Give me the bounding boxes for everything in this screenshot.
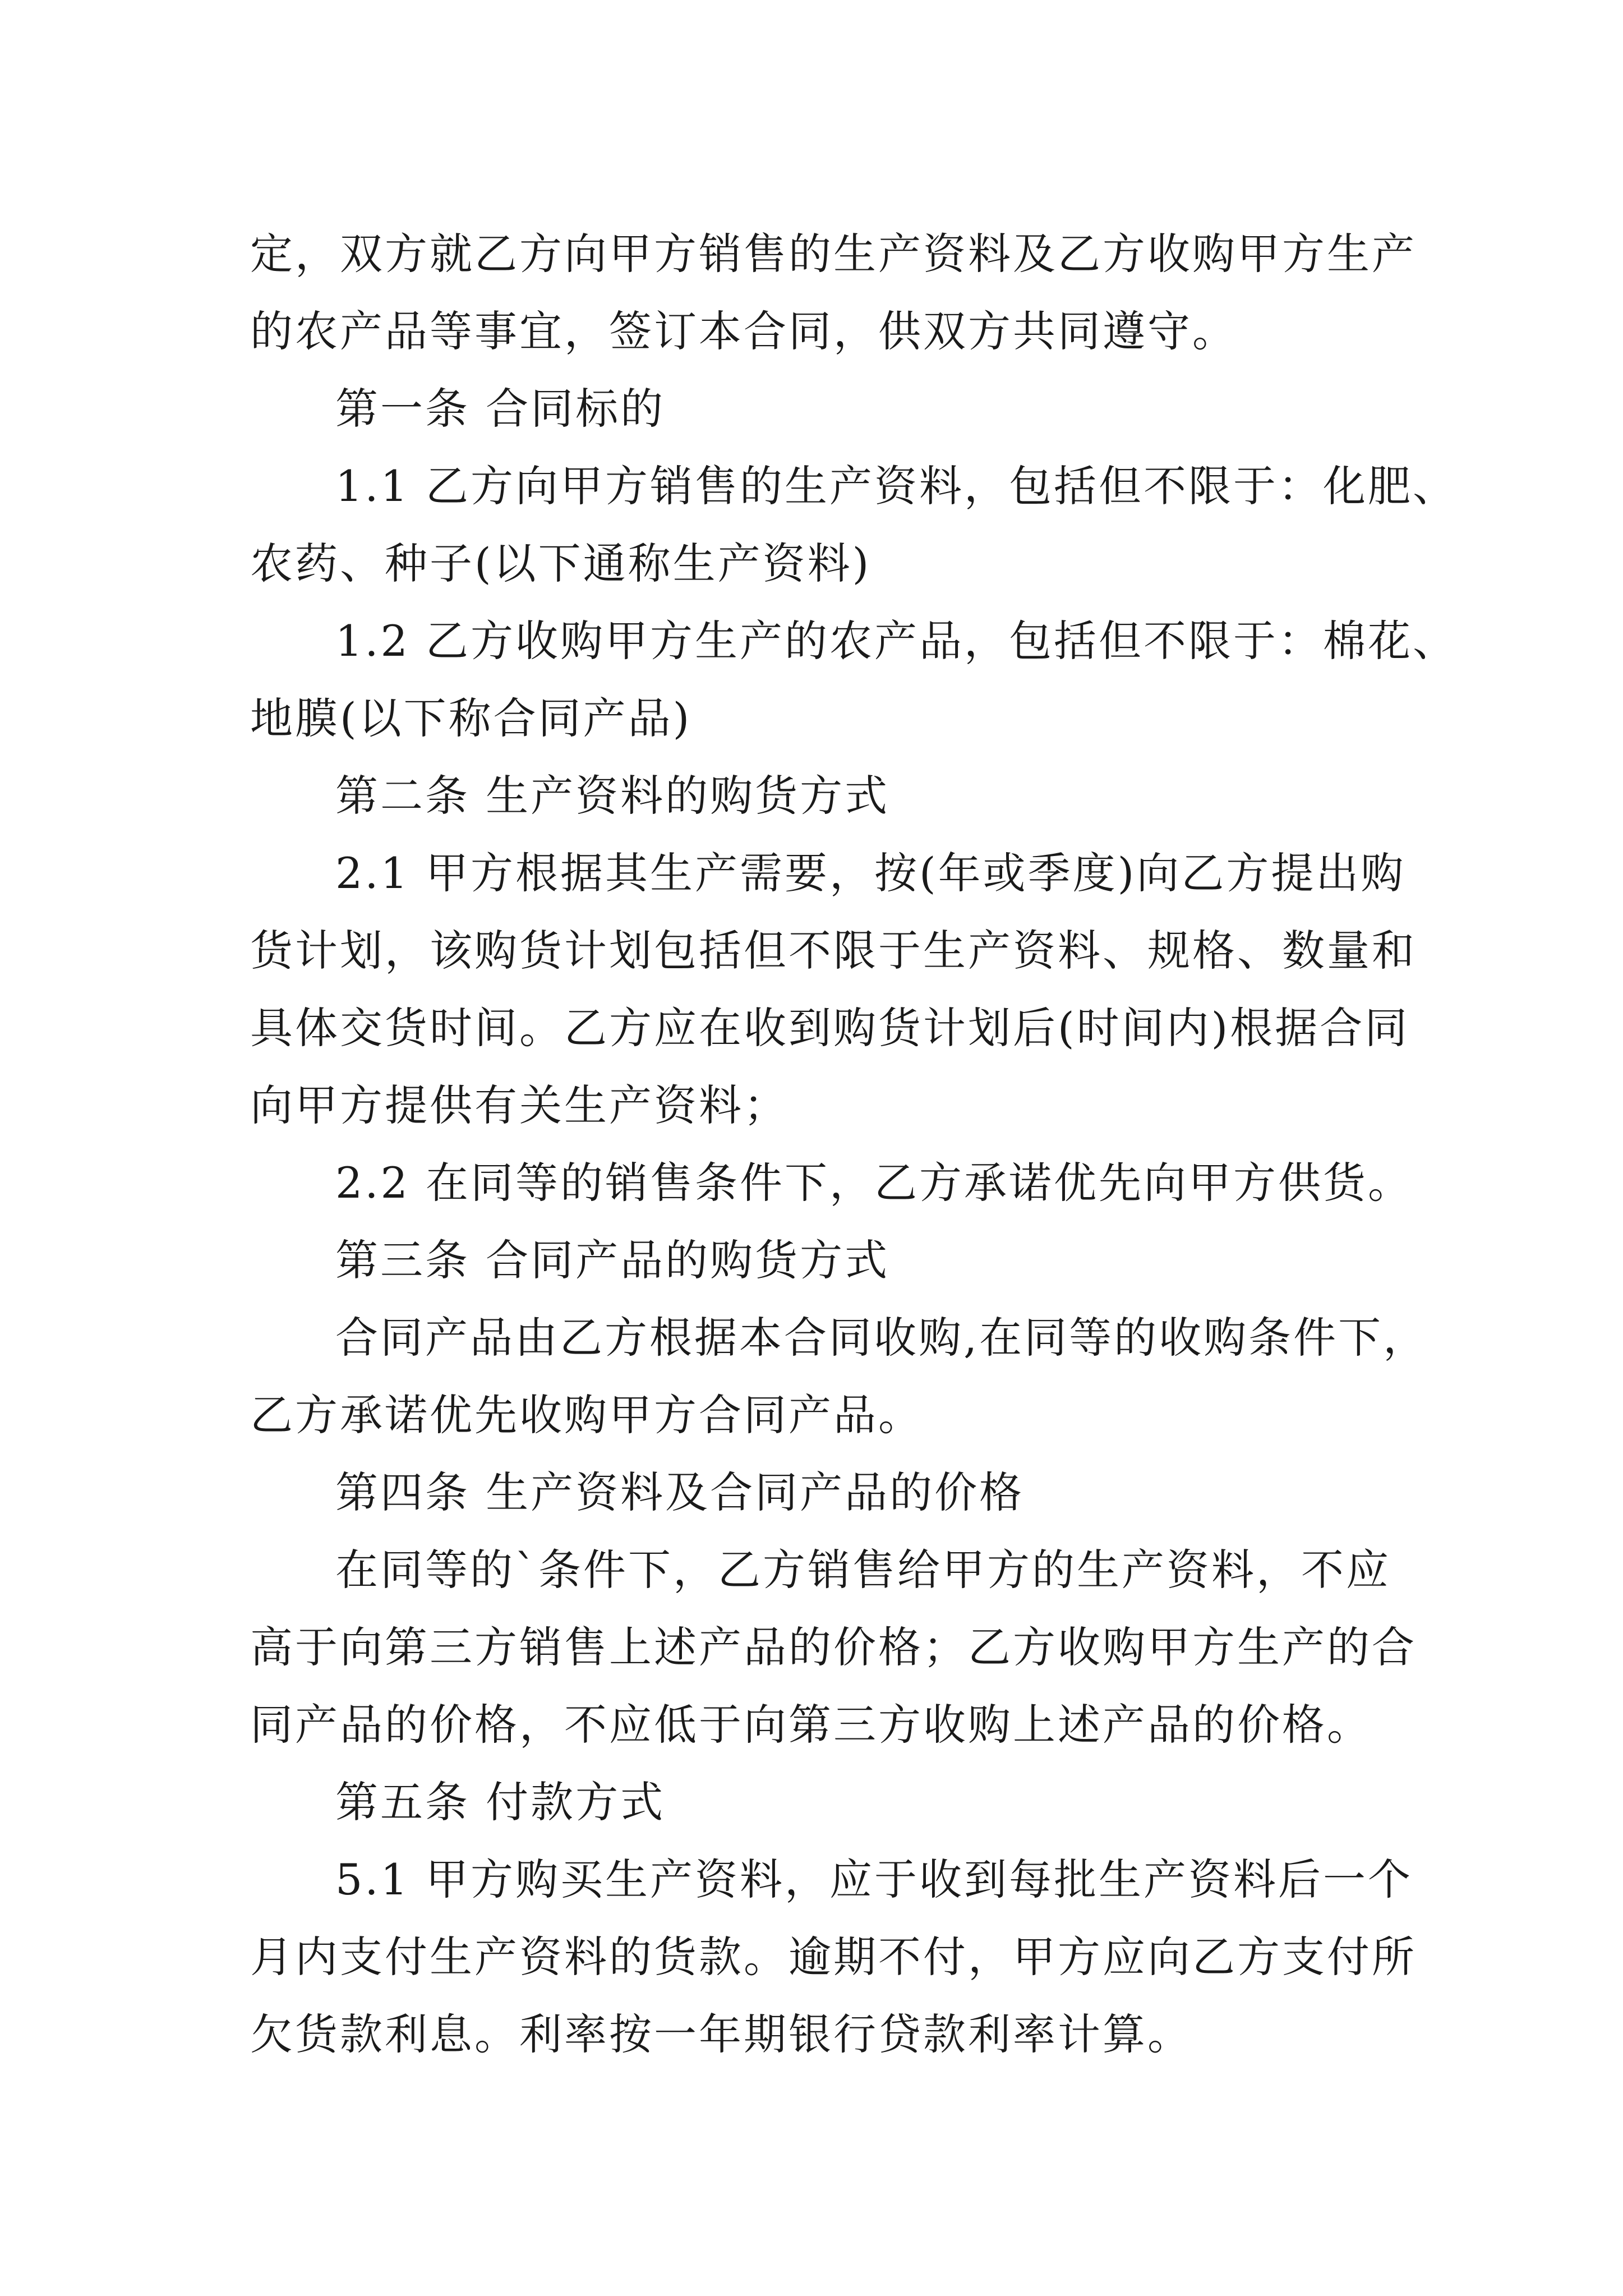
document-body [250,215,1458,2073]
clause-line: 地膜(以下称合同产品) [250,693,692,743]
clause-line: 2.2 在同等的销售条件下，乙方承诺优先向甲方供货。 [335,1158,1413,1208]
body-line: 的农产品等事宜，签订本合同，供双方共同遵守。 [250,306,1237,356]
clause-line: 具体交货时间。乙方应在收到购货计划后(时间内)根据合同 [250,1003,1410,1053]
clause-line: 高于向第三方销售上述产品的价格；乙方收购甲方生产的合 [250,1622,1417,1672]
article-heading: 第一条 合同标的 [335,384,666,434]
clause-line: 2.1 甲方根据其生产需要，按(年或季度)向乙方提出购 [335,848,1406,898]
article-heading: 第二条 生产资料的购货方式 [335,771,890,821]
article-heading: 第五条 付款方式 [335,1777,666,1827]
clause-line: 合同产品由乙方根据本合同收购,在同等的收购条件下， [335,1313,1428,1363]
clause-line: 月内支付生产资料的货款。逾期不付，甲方应向乙方支付所 [250,1932,1417,1982]
clause-line: 欠货款利息。利率按一年期银行贷款利率计算。 [250,2009,1192,2059]
clause-line: 1.1 乙方向甲方销售的生产资料，包括但不限于：化肥、 [335,461,1458,511]
clause-line: 同产品的价格，不应低于向第三方收购上述产品的价格。 [250,1700,1372,1750]
clause-line: 农药、种子(以下通称生产资料) [250,539,872,588]
article-heading: 第四条 生产资料及合同产品的价格 [335,1467,1025,1517]
clause-line: 5.1 甲方购买生产资料，应于收到每批生产资料后一个 [335,1855,1413,1904]
clause-line: 向甲方提供有关生产资料； [250,1080,789,1130]
body-line: 定，双方就乙方向甲方销售的生产资料及乙方收购甲方生产 [250,229,1417,279]
clause-line: 1.2 乙方收购甲方生产的农产品，包括但不限于：棉花、 [335,616,1458,666]
clause-line: 货计划，该购货计划包括但不限于生产资料、规格、数量和 [250,926,1417,976]
clause-line: 在同等的`条件下，乙方销售给甲方的生产资料，不应 [335,1545,1391,1595]
article-heading: 第三条 合同产品的购货方式 [335,1235,890,1285]
clause-line: 乙方承诺优先收购甲方合同产品。 [250,1390,923,1440]
